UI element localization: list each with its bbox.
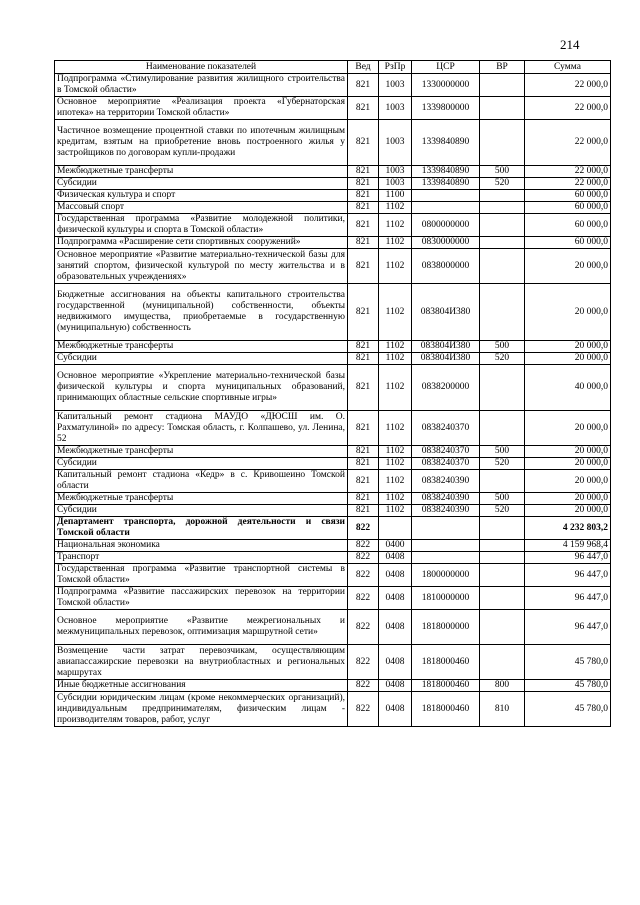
cell-rzpr: 0408: [379, 587, 412, 610]
cell-rzpr: 1102: [379, 284, 412, 341]
cell-name: Бюджетные ассигнования на объекты капитального строительства государственной (муниципальной) собственности, объекты недвижимого имущества, приобретаемые в государственную (муниципальную) собственность: [55, 284, 348, 341]
header-sum: Сумма: [525, 61, 611, 74]
cell-sum: 22 000,0: [525, 120, 611, 166]
cell-rzpr: 1102: [379, 411, 412, 446]
cell-csr: 1818000460: [412, 680, 480, 692]
cell-ved: 821: [348, 505, 379, 517]
cell-sum: 60 000,0: [525, 237, 611, 249]
cell-sum: 96 447,0: [525, 587, 611, 610]
table-row: [55, 353, 611, 365]
cell-name: Основное мероприятие «Укрепление материально-технической базы физической культуры и спорта муниципальных образований, принимающих областные сельские спортивные игры»: [55, 365, 348, 411]
cell-name: Субсидии юридическим лицам (кроме некоммерческих организаций), индивидуальным предпринимателям, физическим лицам - производителям товаров, работ, услуг: [55, 692, 348, 727]
cell-csr: 0838200000: [412, 365, 480, 411]
cell-sum: 22 000,0: [525, 74, 611, 97]
cell-name: Частичное возмещение процентной ставки по ипотечным жилищным кредитам, взятым на приобретение вновь построенного жилья у застройщиков по договорам купли-продажи: [55, 120, 348, 166]
cell-rzpr: 0408: [379, 564, 412, 587]
cell-sum: 96 447,0: [525, 610, 611, 645]
cell-name: Массовый спорт: [55, 202, 348, 214]
cell-name: Субсидии: [55, 458, 348, 470]
cell-ved: 821: [348, 120, 379, 166]
cell-vr: 500: [480, 446, 525, 458]
cell-ved: 821: [348, 237, 379, 249]
table-row: [55, 493, 611, 505]
cell-ved: 821: [348, 178, 379, 190]
header-ved: Вед: [348, 61, 379, 74]
cell-ved: 821: [348, 365, 379, 411]
cell-csr: 1339840890: [412, 120, 480, 166]
cell-csr: 083804И380: [412, 341, 480, 353]
cell-ved: 821: [348, 458, 379, 470]
cell-ved: 821: [348, 341, 379, 353]
cell-name: Государственная программа «Развитие транспортной системы в Томской области»: [55, 564, 348, 587]
table-row: [55, 552, 611, 564]
cell-name: Физическая культура и спорт: [55, 190, 348, 202]
cell-rzpr: 1003: [379, 120, 412, 166]
cell-csr: 1330000000: [412, 74, 480, 97]
cell-rzpr: [379, 517, 412, 540]
table-row: [55, 365, 611, 411]
cell-rzpr: 1102: [379, 493, 412, 505]
cell-name: Субсидии: [55, 178, 348, 190]
cell-ved: 822: [348, 680, 379, 692]
cell-ved: 822: [348, 610, 379, 645]
table-row: [55, 680, 611, 692]
cell-ved: 821: [348, 470, 379, 493]
cell-ved: 821: [348, 190, 379, 202]
cell-csr: 0838240370: [412, 446, 480, 458]
cell-rzpr: 0400: [379, 540, 412, 552]
cell-sum: 20 000,0: [525, 353, 611, 365]
cell-rzpr: 1102: [379, 237, 412, 249]
cell-name: Основное мероприятие «Развитие межрегиональных и межмуниципальных перевозок, оптимизация маршрутной сети»: [55, 610, 348, 645]
cell-vr: [480, 190, 525, 202]
cell-sum: 96 447,0: [525, 552, 611, 564]
cell-ved: 821: [348, 446, 379, 458]
cell-name: Иные бюджетные ассигнования: [55, 680, 348, 692]
cell-ved: 821: [348, 166, 379, 178]
cell-name: Межбюджетные трансферты: [55, 446, 348, 458]
cell-name: Межбюджетные трансферты: [55, 341, 348, 353]
cell-vr: 520: [480, 178, 525, 190]
cell-vr: 800: [480, 680, 525, 692]
cell-vr: [480, 470, 525, 493]
cell-ved: 821: [348, 97, 379, 120]
cell-sum: 20 000,0: [525, 458, 611, 470]
cell-csr: 0838240390: [412, 470, 480, 493]
cell-rzpr: 1102: [379, 202, 412, 214]
cell-sum: 22 000,0: [525, 97, 611, 120]
cell-sum: 22 000,0: [525, 178, 611, 190]
cell-ved: 821: [348, 411, 379, 446]
table-row: [55, 587, 611, 610]
cell-rzpr: 1003: [379, 166, 412, 178]
cell-sum: 20 000,0: [525, 505, 611, 517]
cell-vr: [480, 517, 525, 540]
cell-csr: 0838240370: [412, 458, 480, 470]
table-row: [55, 202, 611, 214]
cell-vr: [480, 214, 525, 237]
cell-vr: [480, 202, 525, 214]
table-row: [55, 97, 611, 120]
cell-csr: 1818000000: [412, 610, 480, 645]
cell-ved: 821: [348, 284, 379, 341]
cell-csr: 1339840890: [412, 178, 480, 190]
cell-rzpr: 1102: [379, 470, 412, 493]
cell-sum: 45 780,0: [525, 680, 611, 692]
table-row: [55, 446, 611, 458]
cell-vr: [480, 249, 525, 284]
cell-vr: 810: [480, 692, 525, 727]
cell-ved: 822: [348, 692, 379, 727]
table-row: [55, 74, 611, 97]
cell-csr: 0838240390: [412, 505, 480, 517]
table-row: [55, 166, 611, 178]
header-rzpr: РзПр: [379, 61, 412, 74]
table-row: [55, 610, 611, 645]
cell-sum: 20 000,0: [525, 341, 611, 353]
cell-name: Возмещение части затрат перевозчикам, осуществляющим авиапассажирские перевозки на внутриобластных и региональных маршрутах: [55, 645, 348, 680]
cell-ved: 821: [348, 214, 379, 237]
cell-vr: [480, 610, 525, 645]
cell-csr: 0830000000: [412, 237, 480, 249]
cell-sum: 60 000,0: [525, 202, 611, 214]
budget-table: [54, 60, 611, 727]
cell-sum: 20 000,0: [525, 249, 611, 284]
cell-ved: 822: [348, 564, 379, 587]
cell-vr: 520: [480, 353, 525, 365]
cell-ved: 822: [348, 645, 379, 680]
cell-vr: 500: [480, 341, 525, 353]
cell-name: Основное мероприятие «Реализация проекта «Губернаторская ипотека» на территории Томской области»: [55, 97, 348, 120]
cell-name: Подпрограмма «Развитие пассажирских перевозок на территории Томской области»: [55, 587, 348, 610]
cell-vr: [480, 97, 525, 120]
table-row: [55, 284, 611, 341]
cell-ved: 822: [348, 517, 379, 540]
cell-sum: 20 000,0: [525, 284, 611, 341]
cell-csr: [412, 202, 480, 214]
table-row: [55, 237, 611, 249]
cell-vr: 500: [480, 166, 525, 178]
cell-ved: 821: [348, 202, 379, 214]
cell-rzpr: 1003: [379, 74, 412, 97]
cell-name: Основное мероприятие «Развитие материально-технической базы для занятий спортом, физической культурой по месту жительства и в образовательных учреждениях»: [55, 249, 348, 284]
table-row: [55, 341, 611, 353]
table-row: [55, 692, 611, 727]
cell-vr: [480, 587, 525, 610]
cell-csr: 083804И380: [412, 353, 480, 365]
cell-sum: 45 780,0: [525, 645, 611, 680]
cell-csr: 1339840890: [412, 166, 480, 178]
cell-sum: 22 000,0: [525, 166, 611, 178]
cell-ved: 821: [348, 74, 379, 97]
cell-rzpr: 1102: [379, 446, 412, 458]
cell-csr: 083804И380: [412, 284, 480, 341]
cell-name: Национальная экономика: [55, 540, 348, 552]
cell-rzpr: 0408: [379, 552, 412, 564]
cell-sum: 60 000,0: [525, 190, 611, 202]
table-row: [55, 178, 611, 190]
table-row: [55, 564, 611, 587]
cell-rzpr: 1102: [379, 249, 412, 284]
cell-vr: [480, 552, 525, 564]
table-row: [55, 190, 611, 202]
cell-rzpr: 0408: [379, 610, 412, 645]
cell-rzpr: 1102: [379, 458, 412, 470]
cell-csr: 1810000000: [412, 587, 480, 610]
cell-sum: 60 000,0: [525, 214, 611, 237]
cell-rzpr: 1003: [379, 97, 412, 120]
cell-rzpr: 1102: [379, 214, 412, 237]
cell-sum: 4 232 803,2: [525, 517, 611, 540]
page-number: 214: [560, 37, 580, 52]
table-row: [55, 411, 611, 446]
cell-csr: [412, 517, 480, 540]
cell-csr: 0838240370: [412, 411, 480, 446]
cell-name: Транспорт: [55, 552, 348, 564]
cell-name: Субсидии: [55, 353, 348, 365]
table-row: [55, 120, 611, 166]
cell-name: Капитальный ремонт стадиона МАУДО «ДЮСШ им. О. Рахматулиной» по адресу: Томская область, г. Колпашево, ул. Ленина, 52: [55, 411, 348, 446]
table-row: [55, 645, 611, 680]
cell-sum: 20 000,0: [525, 446, 611, 458]
cell-vr: [480, 411, 525, 446]
cell-rzpr: 1102: [379, 365, 412, 411]
cell-csr: 1339800000: [412, 97, 480, 120]
cell-csr: 0838000000: [412, 249, 480, 284]
cell-name: Межбюджетные трансферты: [55, 493, 348, 505]
cell-ved: 822: [348, 587, 379, 610]
cell-rzpr: 0408: [379, 692, 412, 727]
header-name: Наименование показателей: [55, 61, 348, 74]
cell-vr: [480, 284, 525, 341]
cell-csr: 1818000460: [412, 645, 480, 680]
cell-ved: 822: [348, 552, 379, 564]
header-csr: ЦСР: [412, 61, 480, 74]
cell-vr: 520: [480, 458, 525, 470]
cell-sum: 45 780,0: [525, 692, 611, 727]
cell-csr: 1818000460: [412, 692, 480, 727]
cell-rzpr: 1102: [379, 341, 412, 353]
cell-sum: 4 159 968,4: [525, 540, 611, 552]
table-row: [55, 505, 611, 517]
cell-sum: 20 000,0: [525, 493, 611, 505]
cell-csr: [412, 552, 480, 564]
cell-vr: [480, 237, 525, 249]
cell-sum: 96 447,0: [525, 564, 611, 587]
cell-vr: [480, 120, 525, 166]
cell-name: Субсидии: [55, 505, 348, 517]
table-row: [55, 458, 611, 470]
cell-rzpr: 0408: [379, 645, 412, 680]
cell-csr: [412, 190, 480, 202]
header-vr: ВР: [480, 61, 525, 74]
cell-ved: 821: [348, 353, 379, 365]
department-row: [55, 517, 611, 540]
cell-name: Государственная программа «Развитие молодежной политики, физической культуры и спорта в Томской области»: [55, 214, 348, 237]
cell-sum: 20 000,0: [525, 411, 611, 446]
cell-vr: [480, 564, 525, 587]
cell-name: Межбюджетные трансферты: [55, 166, 348, 178]
table-row: [55, 214, 611, 237]
cell-name: Подпрограмма «Расширение сети спортивных сооружений»: [55, 237, 348, 249]
cell-csr: 1800000000: [412, 564, 480, 587]
cell-ved: 822: [348, 540, 379, 552]
cell-vr: 520: [480, 505, 525, 517]
cell-csr: 0800000000: [412, 214, 480, 237]
cell-vr: [480, 645, 525, 680]
cell-rzpr: 1003: [379, 178, 412, 190]
cell-name: Капитальный ремонт стадиона «Кедр» в с. Кривошеино Томской области: [55, 470, 348, 493]
table-row: [55, 470, 611, 493]
cell-sum: 20 000,0: [525, 470, 611, 493]
cell-name: Подпрограмма «Стимулирование развития жилищного строительства в Томской области»: [55, 74, 348, 97]
table-row: [55, 249, 611, 284]
table-header-row: [55, 61, 611, 74]
cell-csr: [412, 540, 480, 552]
cell-vr: 500: [480, 493, 525, 505]
cell-csr: 0838240390: [412, 493, 480, 505]
cell-sum: 40 000,0: [525, 365, 611, 411]
cell-rzpr: 1102: [379, 505, 412, 517]
cell-vr: [480, 540, 525, 552]
cell-rzpr: 1100: [379, 190, 412, 202]
cell-rzpr: 0408: [379, 680, 412, 692]
cell-vr: [480, 74, 525, 97]
table-row: [55, 540, 611, 552]
cell-ved: 821: [348, 249, 379, 284]
cell-vr: [480, 365, 525, 411]
cell-name: Департамент транспорта, дорожной деятельности и связи Томской области: [55, 517, 348, 540]
cell-ved: 821: [348, 493, 379, 505]
cell-rzpr: 1102: [379, 353, 412, 365]
